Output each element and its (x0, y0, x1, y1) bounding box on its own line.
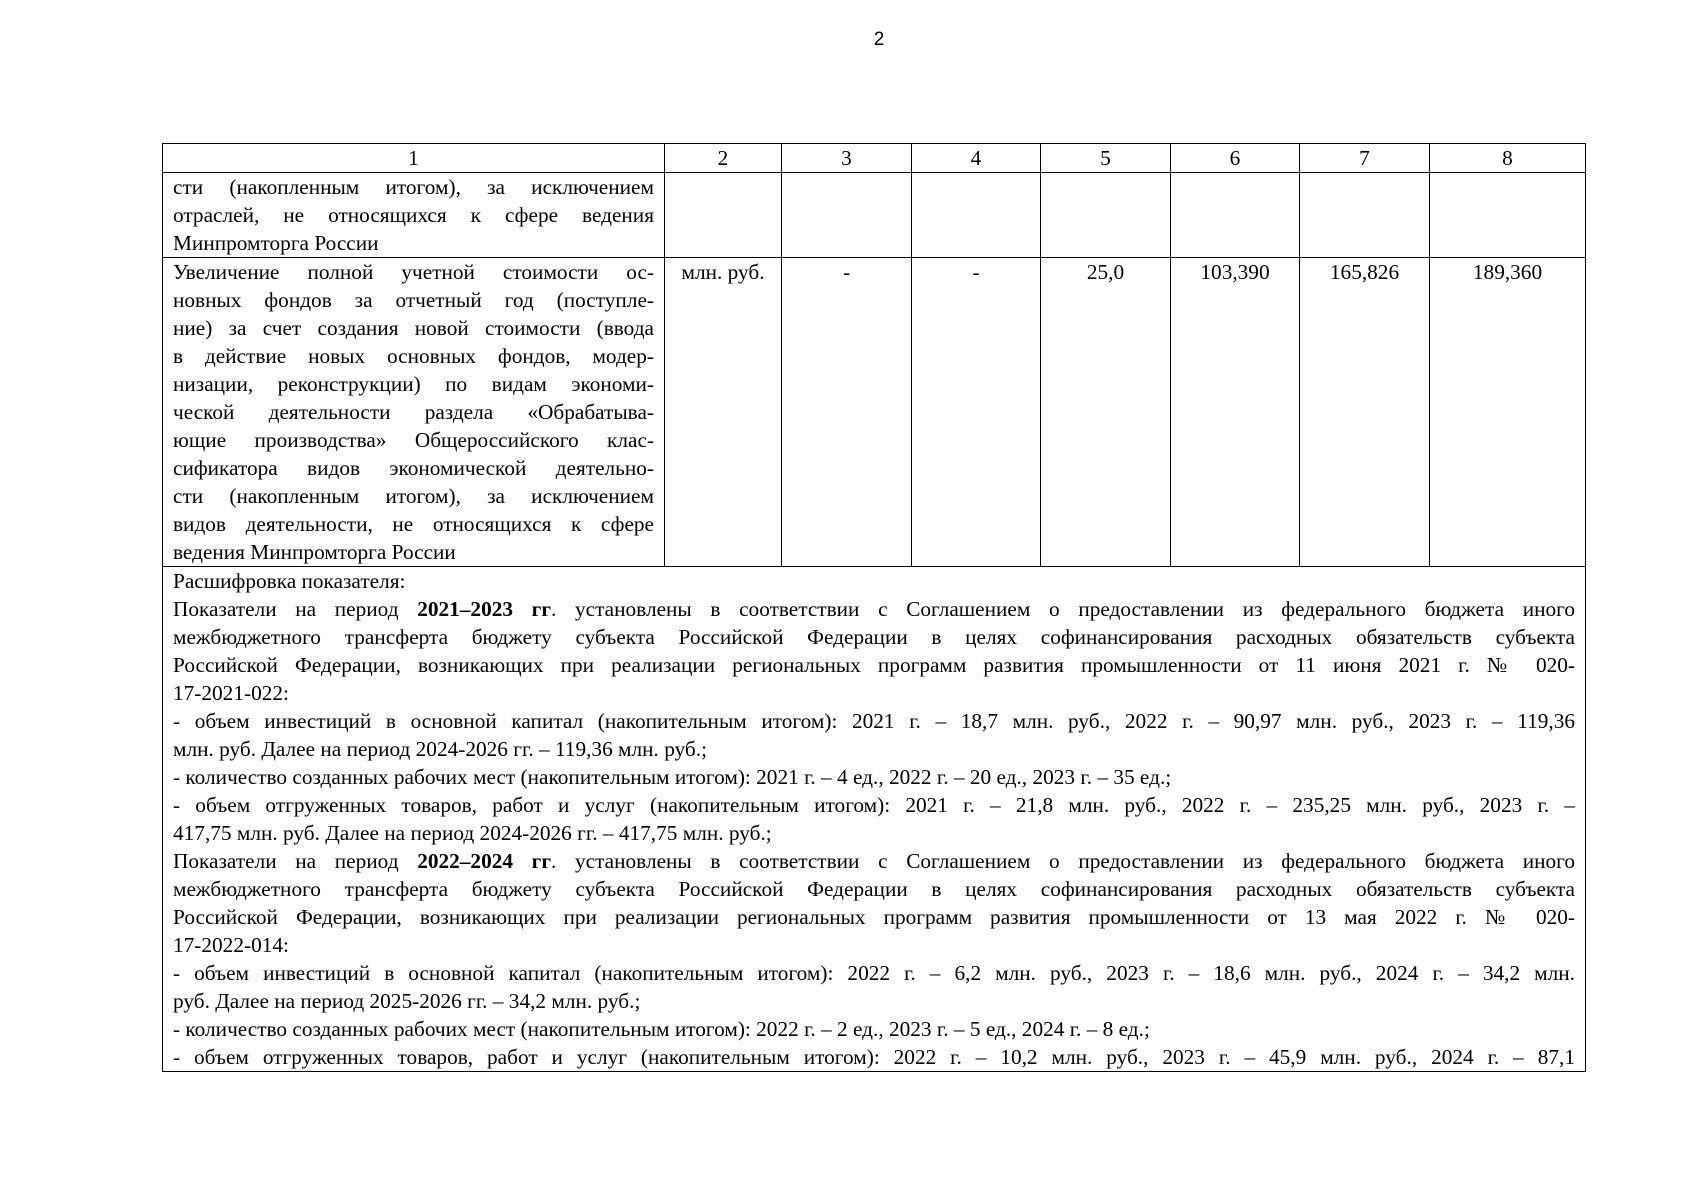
description-title: Расшифровка показателя: (173, 569, 406, 593)
text-line: Российской Федерации, возникающих при реализации региональных программ развития промышленности от 11 июня 2021 г. № 020- (173, 653, 1575, 677)
text-line: 17-2021-022: (173, 681, 289, 705)
text-line: - объем инвестиций в основной капитал (накопительным итогом): 2022 г. – 6,2 млн. руб., 2023 г. – 18,6 млн. руб., 2024 г. – 34,2 млн. (173, 961, 1575, 985)
value-cell: - (912, 258, 1041, 567)
text-line: - количество созданных рабочих мест (накопительным итогом): 2022 г. – 2 ед., 2023 г. – 5 ед., 2024 г. – 8 ед.; (173, 1017, 1150, 1041)
description-cell (163, 567, 1586, 1072)
header-cell: 1 (163, 144, 665, 173)
text-line: межбюджетного трансферта бюджету субъекта Российской Федерации в целях софинансирования расходных обязательств субъекта (173, 625, 1575, 649)
text-line: сти (накопленным итогом), за исключением (173, 484, 654, 508)
text-fragment: . установлены в соответствии с Соглашением о предоставлении из федерального бюджета иного (551, 849, 1575, 873)
text-line: млн. руб. Далее на период 2024-2026 гг. – 119,36 млн. руб.; (173, 737, 708, 761)
text-line: отраслей, не относящихся к сфере ведения (173, 203, 654, 227)
text-fragment: Показатели на период (173, 849, 418, 873)
table-cell (1300, 173, 1430, 258)
text-line: низации, реконструкции) по видам экономи- (173, 372, 654, 396)
table-cell (1041, 173, 1171, 258)
value-cell: 165,826 (1300, 258, 1430, 567)
text-line: 17-2022-014: (173, 933, 289, 957)
description-row (163, 567, 1586, 1072)
text-line: в действие новых основных фондов, модер- (173, 344, 654, 368)
value-cell: 189,360 (1430, 258, 1586, 567)
unit-cell: млн. руб. (665, 258, 782, 567)
text-line: - объем отгруженных товаров, работ и услуг (накопительным итогом): 2022 г. – 10,2 млн. руб., 2023 г. – 45,9 млн. руб., 2024 г. – 87,1 (173, 1045, 1575, 1069)
text-line: - объем отгруженных товаров, работ и услуг (накопительным итогом): 2021 г. – 21,8 млн. руб., 2022 г. – 235,25 млн. руб., 2023 г. – (173, 793, 1575, 817)
text-line: Увеличение полной учетной стоимости ос- (173, 260, 654, 284)
text-line: сификатора видов экономической деятельно- (173, 456, 654, 480)
text-line: межбюджетного трансферта бюджету субъекта Российской Федерации в целях софинансирования расходных обязательств субъекта (173, 877, 1575, 901)
table-cell (912, 173, 1041, 258)
indicator-table (162, 143, 1586, 1072)
text-line: ющие производства» Общероссийского клас- (173, 428, 654, 452)
table-row (163, 258, 1586, 567)
table-cell (1171, 173, 1300, 258)
text-line: ческой деятельности раздела «Обрабатыва- (173, 400, 654, 424)
text-line (173, 847, 1575, 875)
table-cell (665, 173, 782, 258)
value-cell: 25,0 (1041, 258, 1171, 567)
text-line: новных фондов за отчетный год (поступле- (173, 288, 654, 312)
indicator-name-cell (163, 173, 665, 258)
period-bold: 2021–2023 гг (417, 597, 552, 621)
text-line: руб. Далее на период 2025-2026 гг. – 34,2 млн. руб.; (173, 989, 641, 1013)
table-header-row (163, 144, 1586, 173)
header-cell: 2 (665, 144, 782, 173)
page-number: 2 (873, 29, 885, 50)
text-fragment: . установлены в соответствии с Соглашением о предоставлении из федерального бюджета иного (551, 597, 1575, 621)
period-bold: 2022–2024 гг (417, 849, 552, 873)
indicator-name-cell (163, 258, 665, 567)
header-cell: 8 (1430, 144, 1586, 173)
value-cell: - (782, 258, 912, 567)
header-cell: 4 (912, 144, 1041, 173)
text-line: 417,75 млн. руб. Далее на период 2024-2026 гг. – 417,75 млн. руб.; (173, 821, 772, 845)
text-line: - количество созданных рабочих мест (накопительным итогом): 2021 г. – 4 ед., 2022 г. – 20 ед., 2023 г. – 35 ед.; (173, 765, 1172, 789)
header-cell: 6 (1171, 144, 1300, 173)
table-cell (782, 173, 912, 258)
table-row (163, 173, 1586, 258)
header-cell: 5 (1041, 144, 1171, 173)
text-line: Минпромторга России (173, 231, 379, 255)
text-line: Российской Федерации, возникающих при реализации региональных программ развития промышленности от 13 мая 2022 г. № 020- (173, 905, 1575, 929)
text-fragment: Показатели на период (173, 597, 418, 621)
header-cell: 7 (1300, 144, 1430, 173)
table-cell (1430, 173, 1586, 258)
text-line: ведения Минпромторга России (173, 540, 456, 564)
header-cell: 3 (782, 144, 912, 173)
text-line (173, 595, 1575, 623)
value-cell: 103,390 (1171, 258, 1300, 567)
text-line: - объем инвестиций в основной капитал (накопительным итогом): 2021 г. – 18,7 млн. руб., 2022 г. – 90,97 млн. руб., 2023 г. – 119,36 (173, 709, 1575, 733)
text-line: видов деятельности, не относящихся к сфере (173, 512, 654, 536)
text-line: ние) за счет создания новой стоимости (ввода (173, 316, 654, 340)
text-line: сти (накопленным итогом), за исключением (173, 175, 654, 199)
